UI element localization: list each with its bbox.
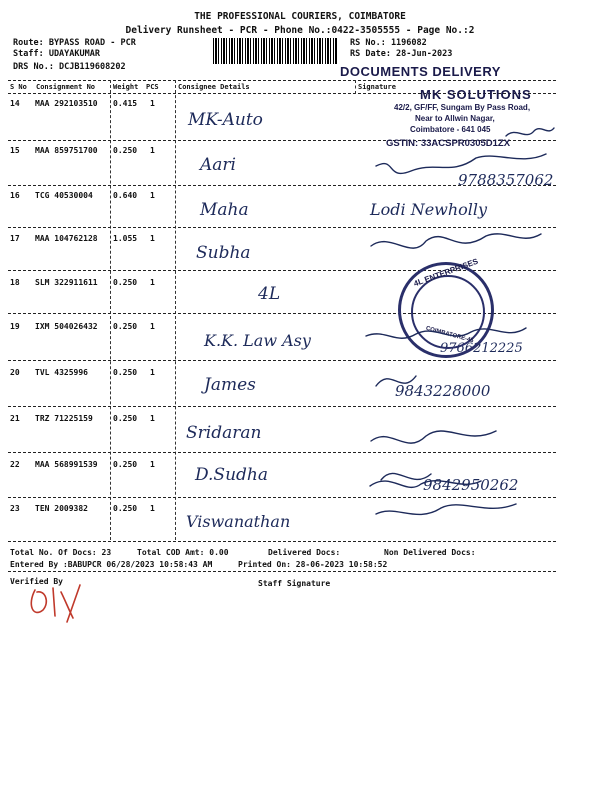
row-pcs: 1	[150, 191, 155, 200]
consignee-handwriting: K.K. Law Asy	[204, 331, 311, 350]
row-pcs: 1	[150, 322, 155, 331]
mk-solutions-address-line: Near to Allwin Nagar,	[415, 114, 495, 123]
row-sno: 18	[10, 278, 20, 287]
row-consignment: TEN 2009382	[35, 504, 88, 513]
column-divider	[175, 80, 177, 540]
row-consignment: TRZ 71225159	[35, 414, 93, 423]
handwritten-signatures	[356, 96, 556, 546]
row-pcs: 1	[150, 278, 155, 287]
row-sno: 22	[10, 460, 20, 469]
delivered-docs: Delivered Docs:	[268, 548, 341, 557]
route-label: Route: BYPASS ROAD - PCR	[13, 38, 136, 48]
row-pcs: 1	[150, 414, 155, 423]
consignee-handwriting: MK-Auto	[188, 110, 263, 130]
consignee-handwriting: D.Sudha	[195, 465, 268, 485]
consignee-handwriting: Subha	[196, 243, 251, 263]
col-signature: Signature	[358, 83, 396, 91]
row-weight: 0.250	[113, 460, 138, 469]
row-sno: 21	[10, 414, 20, 423]
row-pcs: 1	[150, 146, 155, 155]
documents-delivery-stamp: DOCUMENTS DELIVERY	[340, 64, 501, 79]
divider	[8, 571, 556, 572]
row-sno: 19	[10, 322, 20, 331]
row-weight: 0.250	[113, 146, 138, 155]
row-consignment: TVL 4325996	[35, 368, 88, 377]
round-seal-bottom-text: COIMBATORE-45	[425, 325, 475, 345]
rs-date: RS Date: 28-Jun-2023	[350, 49, 453, 59]
row-sno: 20	[10, 368, 20, 377]
row-sno: 14	[10, 99, 20, 108]
consignee-handwriting: Maha	[200, 200, 249, 220]
row-weight: 0.250	[113, 504, 138, 513]
col-consignee: Consignee Details	[178, 83, 250, 91]
non-delivered-docs: Non Delivered Docs:	[384, 548, 476, 557]
verified-by: Verified By	[10, 577, 63, 586]
consignee-handwriting: 4L	[258, 284, 281, 304]
row-sno: 23	[10, 504, 20, 513]
printed-on: Printed On: 28-06-2023 10:58:52	[238, 560, 388, 569]
row-weight: 0.415	[113, 99, 138, 108]
row-sno: 16	[10, 191, 20, 200]
row-consignment: IXM 504026432	[35, 322, 98, 331]
row-consignment: MAA 859751700	[35, 146, 98, 155]
col-pcs: PCS	[146, 83, 159, 91]
drs-label: DRS No.: DCJB119608202	[13, 62, 126, 72]
barcode	[213, 38, 338, 64]
row-pcs: 1	[150, 504, 155, 513]
signature-phone: 9788357062	[458, 171, 554, 189]
col-consignment: Consignment No	[36, 83, 96, 91]
row-pcs: 1	[150, 234, 155, 243]
staff-label: Staff: UDAYAKUMAR	[13, 49, 100, 59]
row-weight: 0.250	[113, 322, 138, 331]
signature-phone: 9842950262	[423, 476, 519, 494]
mk-solutions-gstin: GSTIN: 33ACSPR0305D1ZX	[386, 138, 511, 149]
row-sno: 15	[10, 146, 20, 155]
column-divider	[110, 80, 112, 540]
row-pcs: 1	[150, 368, 155, 377]
row-weight: 0.640	[113, 191, 138, 200]
mk-solutions-address-line: Coimbatore - 641 045	[410, 125, 491, 134]
signature-phone: 9766212225	[440, 341, 523, 356]
consignee-handwriting: Sridaran	[186, 423, 262, 443]
cod-amount: Total COD Amt: 0.00	[137, 548, 229, 557]
row-pcs: 1	[150, 99, 155, 108]
row-weight: 0.250	[113, 414, 138, 423]
row-sno: 17	[10, 234, 20, 243]
consignee-handwriting: James	[204, 375, 256, 395]
round-seal-top-text: 4L ENTERPRISES	[412, 256, 480, 289]
col-weight: Weight	[113, 83, 139, 91]
row-weight: 0.250	[113, 368, 138, 377]
divider	[8, 80, 556, 81]
row-weight: 0.250	[113, 278, 138, 287]
consignee-handwriting: Viswanathan	[186, 512, 291, 531]
runsheet-subtitle: Delivery Runsheet - PCR - Phone No.:0422-3505555 - Page No.:2	[125, 25, 475, 36]
row-weight: 1.055	[113, 234, 138, 243]
verified-signature	[25, 580, 95, 625]
total-docs: Total No. Of Docs: 23	[10, 548, 112, 557]
mk-solutions-address-line: 42/2, GF/FF, Sungam By Pass Road,	[394, 103, 531, 112]
row-consignment: MAA 292103510	[35, 99, 98, 108]
consignee-handwriting: Aari	[200, 155, 236, 175]
col-sno: S No	[10, 83, 27, 91]
row-pcs: 1	[150, 460, 155, 469]
staff-signature-label: Staff Signature	[258, 579, 331, 588]
signature-phone: 9843228000	[395, 382, 491, 400]
entered-by: Entered By :BABUPCR 06/28/2023 10:58:43 AM	[10, 560, 213, 569]
row-consignment: MAA 104762128	[35, 234, 98, 243]
column-divider	[355, 80, 357, 94]
rs-number: RS No.: 1196082	[350, 38, 427, 48]
row-consignment: TCG 40530004	[35, 191, 93, 200]
signature-text: Lodi Newholly	[370, 200, 488, 219]
row-consignment: SLM 322911611	[35, 278, 98, 287]
row-consignment: MAA 568991539	[35, 460, 98, 469]
mk-solutions-stamp-name: MK SOLUTIONS	[420, 87, 532, 102]
company-title: THE PROFESSIONAL COURIERS, COIMBATORE	[194, 11, 406, 22]
